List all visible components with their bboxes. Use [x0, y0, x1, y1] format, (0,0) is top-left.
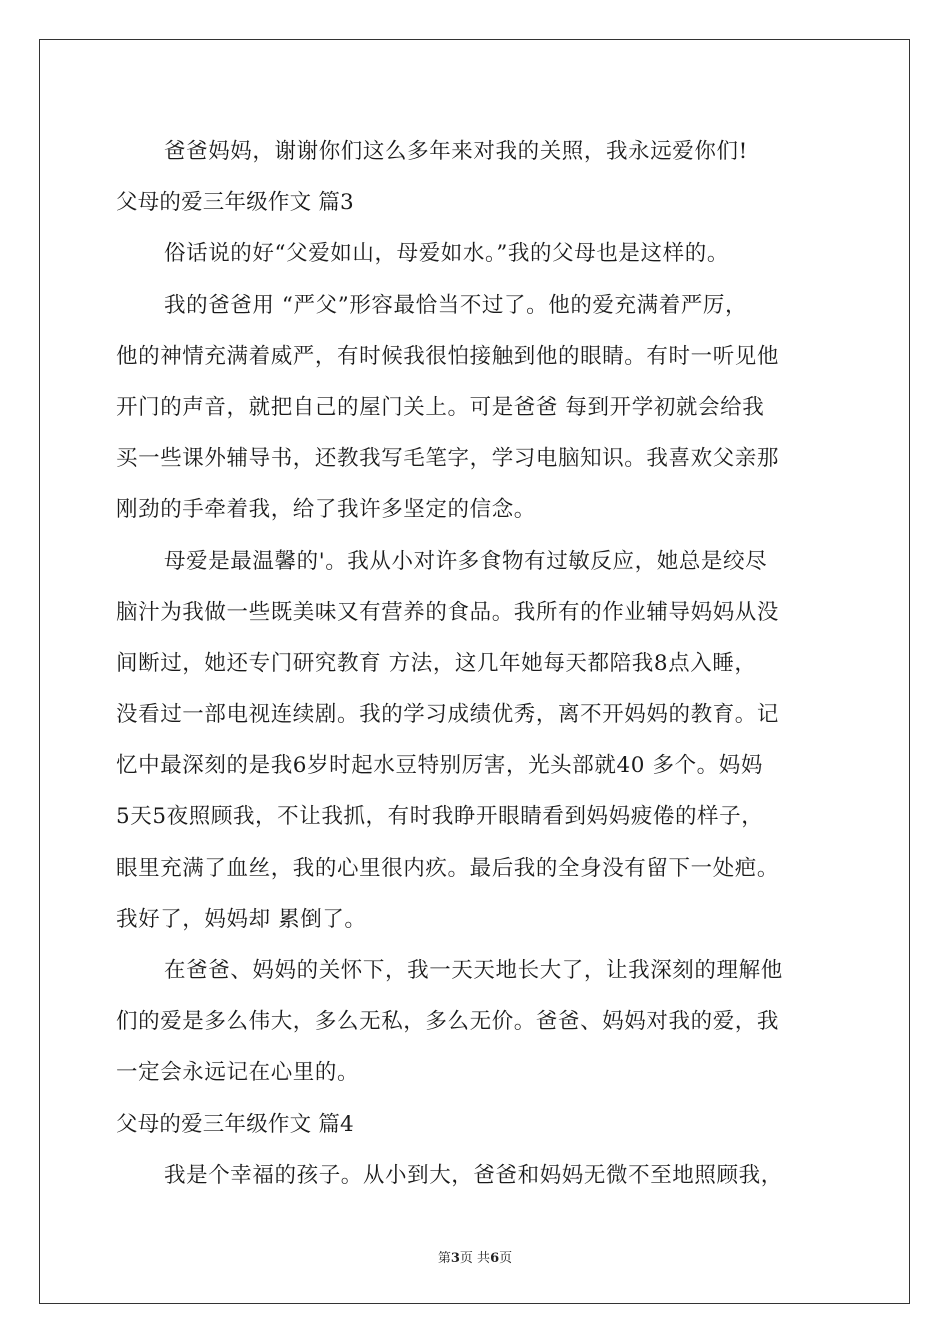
footer-total-pages: 6: [490, 1251, 500, 1266]
text-line: 没看过一部电视连续剧。我的学习成绩优秀，离不开妈妈的教育。记: [116, 702, 780, 728]
text-line: 我好了，妈妈却 累倒了。: [116, 906, 367, 932]
text-line: 脑汁为我做一些既美味又有营养的食品。我所有的作业辅导妈妈从没: [116, 599, 780, 625]
text-line: 母爱是最温馨的'。我从小对许多食物有过敏反应，她总是绞尽: [164, 548, 768, 574]
text-line: 在爸爸、妈妈的关怀下，我一天天地长大了，让我深刻的理解他: [164, 958, 783, 983]
text-line: 我是个幸福的孩子。从小到大，爸爸和妈妈无微不至地照顾我，: [164, 1162, 783, 1188]
text-line: 一定会永远记在心里的。: [116, 1060, 360, 1086]
document-body: [116, 126, 836, 1201]
text-line: 买一些课外辅导书，还教我写毛笔字，学习电脑知识。我喜欢父亲那: [116, 446, 780, 472]
text-line: 刚劲的手牵着我，给了我许多坚定的信念。: [116, 497, 536, 523]
text-line: 爸爸妈妈，谢谢你们这么多年来对我的关照，我永远爱你们!: [164, 139, 748, 164]
text-line: 5天5夜照顾我，不让我抓，有时我睁开眼睛看到妈妈疲倦的样子，: [116, 804, 764, 830]
section-heading: 父母的爱三年级作文 篇3: [116, 190, 354, 216]
text-line: 们的爱是多么伟大，多么无私，多么无价。爸爸、妈妈对我的爱，我: [116, 1009, 780, 1035]
footer-suffix: 页: [499, 1251, 513, 1266]
text-line: 开门的声音，就把自己的屋门关上。可是爸爸 每到开学初就会给我: [116, 394, 765, 420]
section-heading: 父母的爱三年级作文 篇4: [116, 1111, 354, 1137]
text-line: 他的神情充满着威严，有时候我很怕接触到他的眼睛。有时一听见他: [116, 343, 780, 369]
footer-current-page: 3: [450, 1251, 460, 1266]
text-line: 俗话说的好“父爱如山，母爱如水。”我的父母也是这样的。: [164, 241, 729, 267]
text-line: 间断过，她还专门研究教育 方法，这几年她每天都陪我8点入睡，: [116, 650, 757, 676]
footer-prefix: 第: [437, 1251, 451, 1266]
text-line: 眼里充满了血丝，我的心里很内疚。最后我的全身没有留下一处疤。: [116, 855, 780, 881]
text-line: 忆中最深刻的是我6岁时起水豆特别厉害，光头部就40 多个。妈妈: [116, 753, 763, 779]
text-line: 我的爸爸用 “严父”形容最恰当不过了。他的爱充满着严厉，: [164, 292, 748, 318]
page-footer: [0, 1247, 950, 1266]
footer-mid: 页 共: [459, 1251, 491, 1266]
